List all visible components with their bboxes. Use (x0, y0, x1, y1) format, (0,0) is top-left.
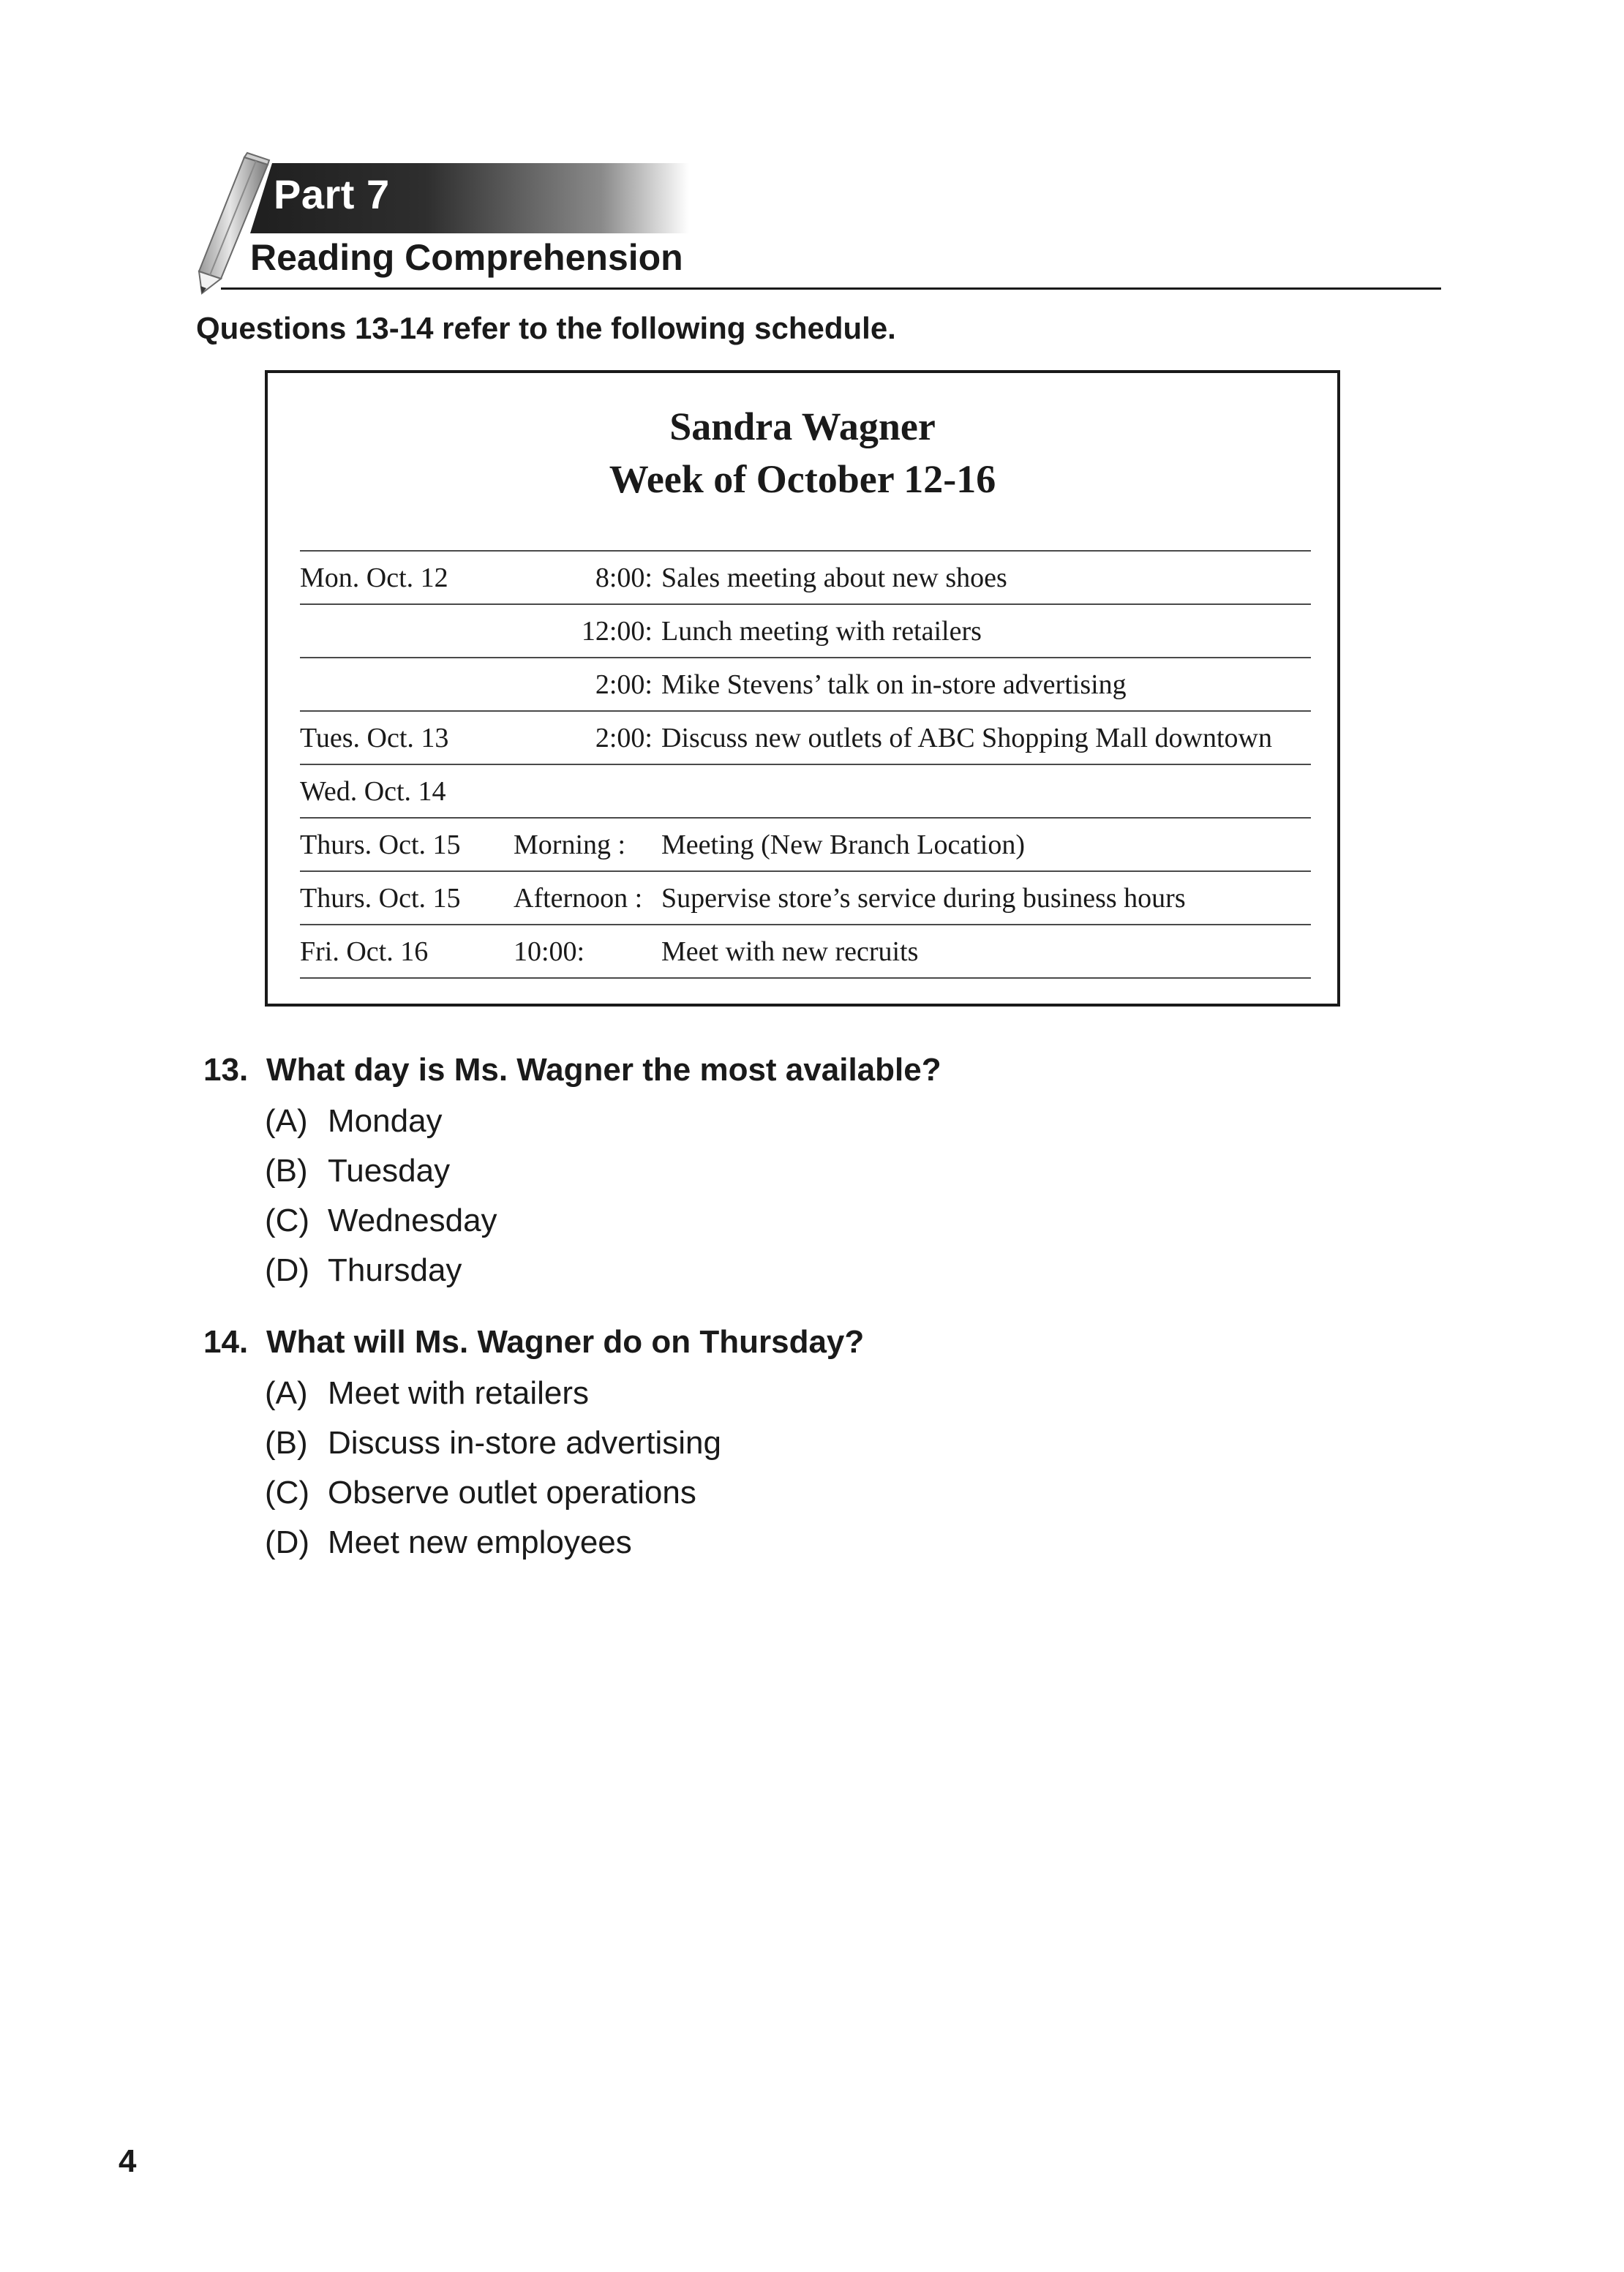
schedule-table (300, 550, 1311, 979)
schedule-time: 10:00: (514, 936, 585, 967)
answer-option[interactable] (265, 1375, 589, 1412)
schedule-day: Fri. Oct. 16 (300, 925, 502, 978)
schedule-description: Lunch meeting with retailers (653, 604, 1311, 658)
question-number: 14. (203, 1324, 249, 1360)
schedule-time: 12:00: (581, 615, 653, 647)
option-text: Thursday (328, 1252, 462, 1288)
schedule-day: Thurs. Oct. 15 (300, 818, 502, 871)
option-text: Tuesday (328, 1153, 451, 1189)
option-letter: (C) (265, 1203, 310, 1238)
schedule-box (265, 370, 1340, 1007)
option-text: Monday (328, 1103, 443, 1139)
schedule-description: Meet with new recruits (653, 925, 1311, 978)
answer-option[interactable] (265, 1475, 696, 1511)
answer-option[interactable] (265, 1425, 721, 1462)
schedule-time: 2:00: (595, 722, 653, 753)
option-text: Meet new employees (328, 1524, 632, 1560)
schedule-description: Discuss new outlets of ABC Shopping Mall downtown (653, 711, 1311, 764)
answer-option[interactable] (265, 1203, 497, 1239)
schedule-day: Thurs. Oct. 15 (300, 871, 502, 925)
option-letter: (B) (265, 1153, 308, 1189)
schedule-time: Afternoon : (514, 882, 643, 914)
schedule-row (300, 871, 1311, 925)
option-letter: (C) (265, 1475, 310, 1511)
schedule-description: Sales meeting about new shoes (653, 551, 1311, 604)
schedule-row (300, 711, 1311, 764)
option-letter: (A) (265, 1103, 308, 1139)
answer-option[interactable] (265, 1153, 450, 1189)
schedule-row (300, 818, 1311, 871)
option-letter: (D) (265, 1524, 310, 1560)
part-header (192, 150, 1441, 296)
header-divider (221, 287, 1441, 290)
schedule-day: Tues. Oct. 13 (300, 711, 502, 764)
question-13 (203, 1052, 941, 1088)
schedule-row (300, 658, 1311, 711)
question-intro: Questions 13-14 refer to the following schedule. (196, 311, 896, 345)
part-label: Part 7 (274, 171, 390, 217)
option-text: Discuss in-store advertising (328, 1425, 721, 1461)
section-title: Reading Comprehension (250, 237, 683, 278)
answer-option[interactable] (265, 1252, 462, 1289)
schedule-day (300, 604, 502, 658)
schedule-row (300, 764, 1311, 818)
option-letter: (A) (265, 1375, 308, 1411)
option-letter: (D) (265, 1252, 310, 1288)
schedule-description: Mike Stevens’ talk on in-store advertising (653, 658, 1311, 711)
question-text: What day is Ms. Wagner the most available? (266, 1052, 941, 1088)
schedule-day (300, 658, 502, 711)
schedule-row (300, 551, 1311, 604)
question-text: What will Ms. Wagner do on Thursday? (266, 1324, 865, 1360)
option-text: Wednesday (328, 1203, 497, 1238)
option-text: Meet with retailers (328, 1375, 590, 1411)
schedule-time: 2:00: (595, 669, 653, 700)
schedule-time: 8:00: (595, 562, 653, 593)
answer-option[interactable] (265, 1103, 443, 1140)
schedule-description (653, 764, 1311, 818)
schedule-description: Meeting (New Branch Location) (653, 818, 1311, 871)
question-14 (203, 1324, 864, 1361)
page-number: 4 (119, 2143, 137, 2179)
schedule-time: Morning : (514, 829, 626, 860)
option-text: Observe outlet operations (328, 1475, 696, 1511)
schedule-week: Week of October 12-16 (609, 457, 996, 501)
schedule-name: Sandra Wagner (669, 405, 936, 448)
schedule-row (300, 925, 1311, 978)
option-letter: (B) (265, 1425, 308, 1461)
question-number: 13. (203, 1052, 249, 1088)
schedule-description: Supervise store’s service during business hours (653, 871, 1311, 925)
schedule-day: Mon. Oct. 12 (300, 551, 502, 604)
answer-option[interactable] (265, 1524, 632, 1561)
schedule-row (300, 604, 1311, 658)
schedule-day: Wed. Oct. 14 (300, 764, 502, 818)
